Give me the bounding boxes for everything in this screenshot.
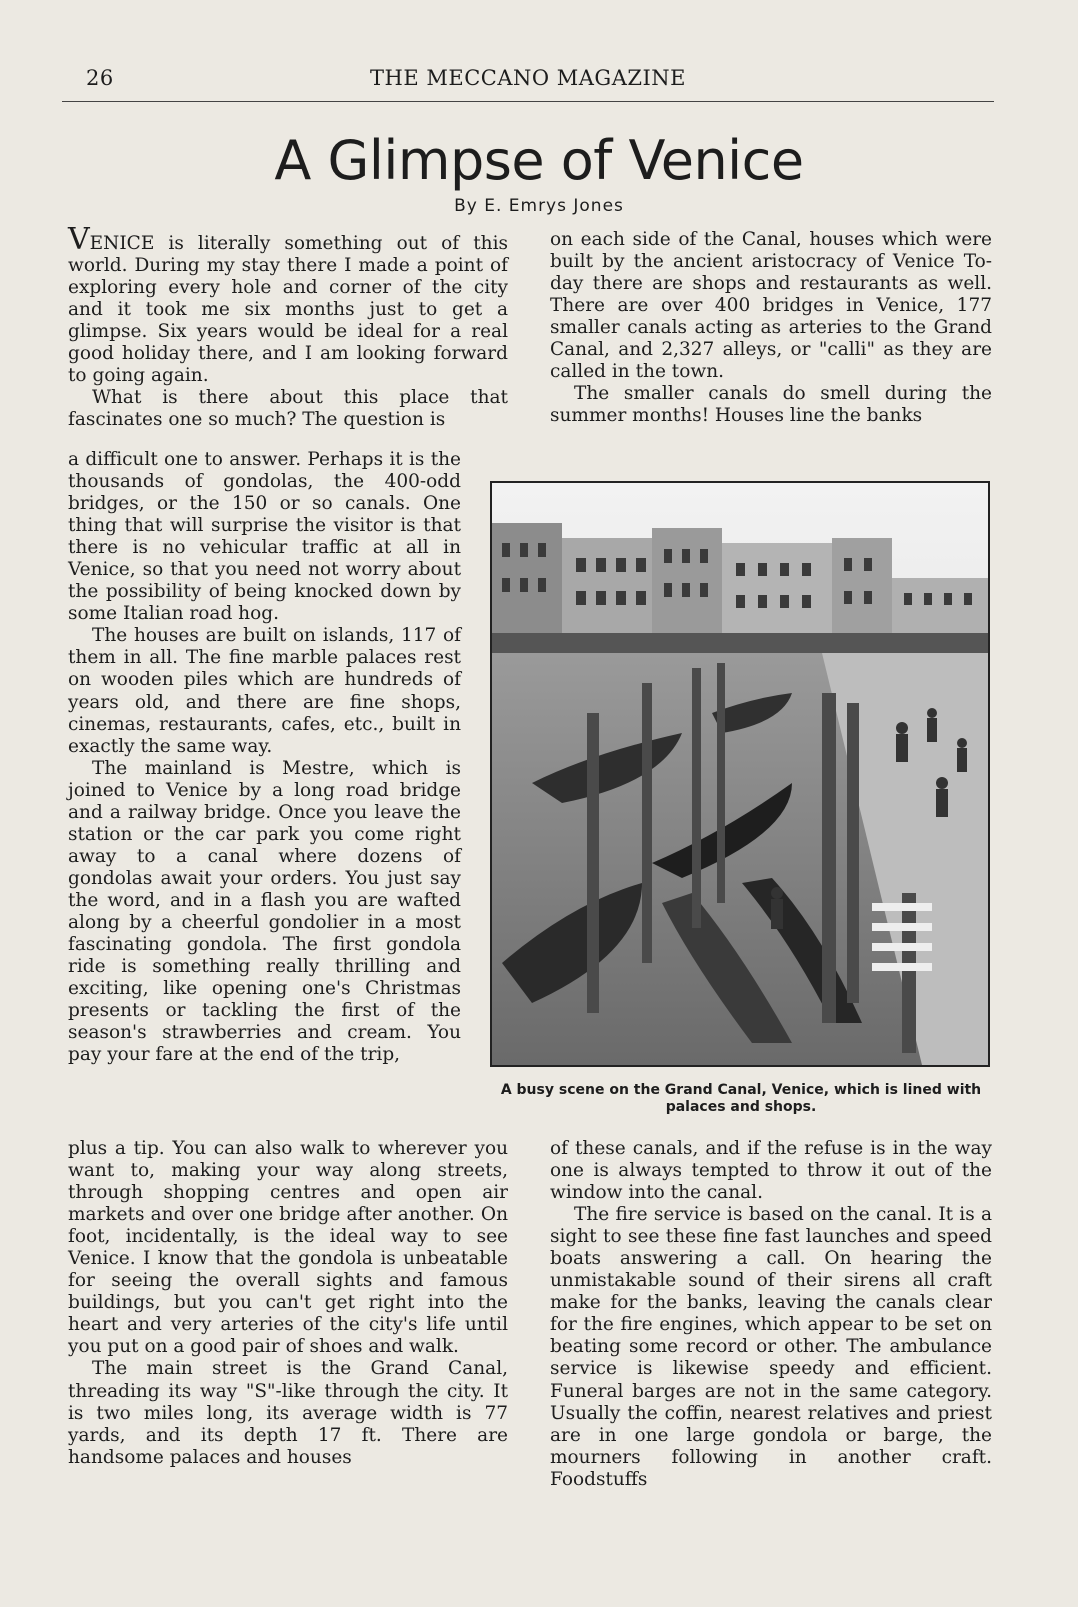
paragraph-3: The houses are built on islands, 117 of them in all. The fine marble palaces rest on wooden piles which are hundreds of years old, and there are fine shops, cinemas, restaurants, cafes, etc., built in exactly the same way. xyxy=(68,625,461,757)
paragraph-2-start: What is there about this place that fascinates one so much? The question is xyxy=(68,387,508,431)
paragraph-5: The main street is the Grand Canal, threading its way "S"-like through the city. It is two miles long, its average width is 77 yards, and its depth 17 ft. There are handsome palaces and houses xyxy=(68,1358,508,1468)
grand-canal-photo xyxy=(490,481,990,1067)
left-column-top xyxy=(68,222,508,431)
photo-illustration xyxy=(492,483,988,1065)
right-paragraph-2-start: The smaller canals do smell during the summer months! Houses line the banks xyxy=(550,383,992,427)
article-title: A Glimpse of Venice xyxy=(274,129,804,192)
left-column-bottom xyxy=(68,1138,508,1469)
header-rule xyxy=(62,101,994,102)
right-paragraph-1: on each side of the Canal, houses which were built by the ancient aristocracy of Venice To-day there are shops and restaurants as well. There are over 400 bridges in Venice, 177 smaller canals acting as arteries to the Grand Canal, and 2,327 alleys, or "calli" as they are called in the town. xyxy=(550,229,992,383)
paragraph-1 xyxy=(68,222,508,387)
paragraph-2-continued: a difficult one to answer. Perhaps it is the thousands of gondolas, the 400-odd bridges, or the 150 or so canals. One thing that will surprise the visitor is that there is no vehicular traffic at all in Venice, so that you need not worry about the possibility of being knocked down by some Italian road hog. xyxy=(68,449,461,625)
right-paragraph-2-continued: of these canals, and if the refuse is in the way one is always tempted to throw it out of the window into the canal. xyxy=(550,1138,992,1204)
paragraph-4-start: The mainland is Mestre, which is joined to Venice by a long road bridge and a railway bridge. Once you leave the station or the car park you come right away to a canal where dozens of gondolas await your orders. You just say the word, and in a flash you are wafted along by a cheerful gondolier in a most fascinating gondola. The first gondola ride is something really thrilling and exciting, like opening one's Christmas presents or tackling the first of the season's strawberries and cream. You pay your fare at the end of the trip, xyxy=(68,757,461,1066)
magazine-title: THE MECCANO MAGAZINE xyxy=(370,66,686,90)
page-number: 26 xyxy=(86,66,114,90)
photo-caption: A busy scene on the Grand Canal, Venice, which is lined with palaces and shops. xyxy=(500,1082,982,1115)
right-column-top xyxy=(550,229,992,427)
paragraph-1-text: ENICE is literally something out of this world. During my stay there I made a point of exploring every hole and corner of the city and it took me six months just to get a glimpse. Six years would be ideal for a real good holiday there, and I am looking forward to going again. xyxy=(68,233,508,387)
page-header xyxy=(62,62,994,96)
paragraph-4-continued: plus a tip. You can also walk to wherever you want to, making your way along streets, through shopping centres and open air markets and over one bridge after another. On foot, incidentally, is the ideal way to see Venice. I know that the gondola is unbeatable for seeing the overall sights and famous buildings, but you can't get right into the heart and very arteries of the city's life until you put on a good pair of shoes and walk. xyxy=(68,1138,508,1358)
left-column-narrow xyxy=(68,449,461,1066)
right-paragraph-3: The fire service is based on the canal. It is a sight to see these fine fast launches and speed boats answering a call. On hearing the unmistakable sound of their sirens all craft make for the banks, leaving the canals clear for the fire engines, which appear to be set on beating some record or other. The ambulance service is likewise speedy and efficient. Funeral barges are not in the same category. Usually the coffin, nearest relatives and priest are in one large gondola or barge, the mourners following in another craft. Foodstuffs xyxy=(550,1204,992,1490)
drop-cap: V xyxy=(68,222,90,257)
right-column-bottom xyxy=(550,1138,992,1491)
byline: By E. Emrys Jones xyxy=(454,196,624,216)
